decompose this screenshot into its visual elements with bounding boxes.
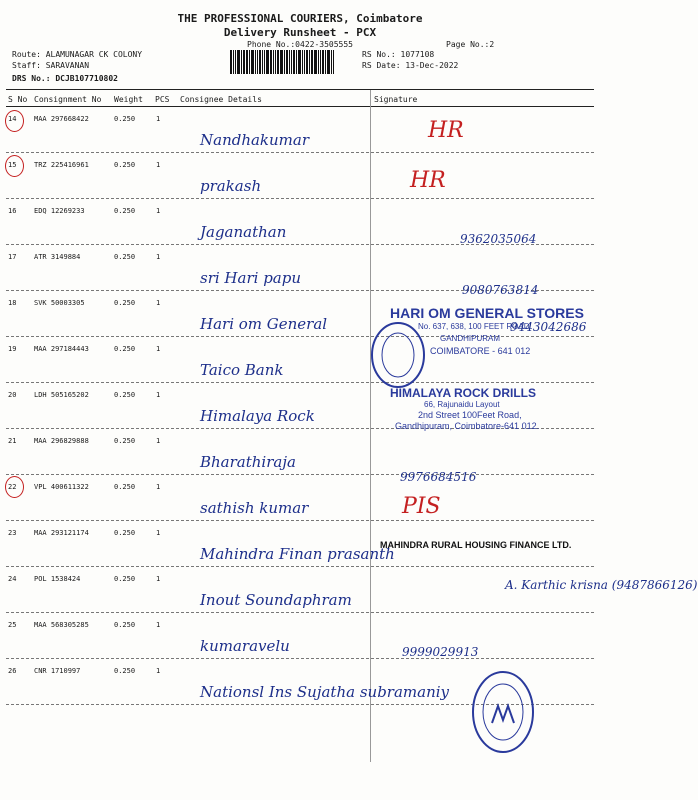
serial-number: 26 <box>8 667 17 675</box>
pieces: 1 <box>156 253 161 261</box>
consignment-number: MAA 297184443 <box>34 345 89 353</box>
serial-number: 16 <box>8 207 17 215</box>
barcode-bar <box>251 50 254 74</box>
hariom-stamp-title: HARI OM GENERAL STORES <box>390 305 584 321</box>
table-row <box>0 613 600 659</box>
himalaya-stamp-address: 2nd Street 100Feet Road, <box>418 410 522 420</box>
barcode-bar <box>249 50 250 74</box>
staff: Staff: SARAVANAN <box>12 61 90 70</box>
red-circle-mark <box>5 110 24 132</box>
col-details: Consignee Details <box>180 95 262 104</box>
consignment-number: MAA 568305285 <box>34 621 89 629</box>
pieces: 1 <box>156 207 161 215</box>
consignment-number: EDQ 12269233 <box>34 207 85 215</box>
weight: 0.250 <box>114 345 136 353</box>
bank-round-seal <box>368 318 428 392</box>
signature-handwritten: 9976684516 <box>400 470 477 484</box>
barcode-bar <box>284 50 285 74</box>
pieces: 1 <box>156 299 161 307</box>
weight: 0.250 <box>114 115 136 123</box>
barcode-bar <box>331 50 332 74</box>
barcode-bar <box>314 50 317 74</box>
weight: 0.250 <box>114 299 136 307</box>
barcode-bar <box>311 50 313 74</box>
barcode-bar <box>286 50 288 74</box>
consignee-name-handwritten: Himalaya Rock <box>200 407 315 425</box>
serial-number: 22 <box>8 483 17 491</box>
serial-number: 19 <box>8 345 17 353</box>
himalaya-stamp-address: 66, Rajunaidu Layout <box>424 400 500 409</box>
table-row <box>0 429 600 475</box>
barcode-bar <box>266 50 269 74</box>
weight: 0.250 <box>114 667 136 675</box>
consignment-number: MAA 296829888 <box>34 437 89 445</box>
col-pcs: PCS <box>155 95 170 104</box>
col-sno: S No <box>8 95 28 104</box>
consignee-name-handwritten: Inout Soundaphram <box>200 591 352 609</box>
weight: 0.250 <box>114 529 136 537</box>
barcode-bar <box>275 50 276 74</box>
serial-number: 23 <box>8 529 17 537</box>
barcode-bar <box>241 50 242 74</box>
barcode-bar <box>327 50 330 74</box>
consignee-name-handwritten: sri Hari papu <box>200 269 302 287</box>
barcode-bar <box>233 50 234 74</box>
weight: 0.250 <box>114 575 136 583</box>
consignment-number: LDH 505165202 <box>34 391 89 399</box>
phone-number: Phone No.:0422-3505555 <box>247 40 353 49</box>
barcode-bar <box>320 50 321 74</box>
consignee-name-handwritten: Bharathiraja <box>200 453 296 471</box>
pieces: 1 <box>156 161 161 169</box>
signature-handwritten: HR <box>428 118 464 143</box>
pieces: 1 <box>156 667 161 675</box>
consignment-number: VPL 400611322 <box>34 483 89 491</box>
weight: 0.250 <box>114 437 136 445</box>
consignment-number: ATR 3149884 <box>34 253 81 261</box>
consignee-name-handwritten: Taico Bank <box>200 361 284 379</box>
hariom-stamp-address: GANDHIPURAM <box>440 334 501 343</box>
pieces: 1 <box>156 529 161 537</box>
himalaya-stamp-address: Gandhipuram, Coimbatore-641 012. <box>395 421 540 431</box>
col-weight: Weight <box>114 95 143 104</box>
consignment-number: CNR 1710997 <box>34 667 81 675</box>
header-rule <box>6 89 594 90</box>
barcode-bar <box>333 50 334 74</box>
barcode-bar <box>235 50 236 74</box>
consignee-name-handwritten: Hari om General <box>200 315 328 333</box>
serial-number: 17 <box>8 253 17 261</box>
consignment-number: SVK 50003305 <box>34 299 85 307</box>
signature-handwritten: 9362035064 <box>460 232 537 246</box>
insurance-round-seal <box>470 668 536 756</box>
weight: 0.250 <box>114 161 136 169</box>
serial-number: 20 <box>8 391 17 399</box>
serial-number: 14 <box>8 115 17 123</box>
weight: 0.250 <box>114 253 136 261</box>
signature-handwritten: 9080763814 <box>462 283 539 297</box>
serial-number: 18 <box>8 299 17 307</box>
hariom-stamp-address: COIMBATORE - 641 012 <box>430 346 531 356</box>
barcode-bar <box>259 50 261 74</box>
hariom-stamp-address: No. 637, 638, 100 FEET ROAD <box>418 322 530 331</box>
barcode-bar <box>296 50 297 74</box>
barcode-bar <box>264 50 265 74</box>
weight: 0.250 <box>114 391 136 399</box>
page-number: Page No.:2 <box>446 40 495 49</box>
pieces: 1 <box>156 483 161 491</box>
route: Route: ALAMUNAGAR CK COLONY <box>12 50 143 59</box>
red-circle-mark <box>5 476 24 498</box>
barcode-bar <box>237 50 240 74</box>
serial-number: 25 <box>8 621 17 629</box>
table-row <box>0 153 600 199</box>
barcode-bar <box>302 50 303 74</box>
pieces: 1 <box>156 575 161 583</box>
barcode-bar <box>309 50 310 74</box>
barcode-bar <box>230 50 232 74</box>
table-row <box>0 107 600 153</box>
himalaya-stamp-title: HIMALAYA ROCK DRILLS <box>390 386 537 400</box>
barcode-bar <box>273 50 274 74</box>
barcode-bar <box>325 50 326 74</box>
drs-number: DRS No.: DCJB107710802 <box>12 74 118 83</box>
barcode-bar <box>257 50 258 74</box>
barcode-bar <box>246 50 248 74</box>
pieces: 1 <box>156 115 161 123</box>
signature-handwritten: A. Karthic krisna (9487866126) <box>505 578 698 592</box>
barcode <box>230 50 354 74</box>
consignee-name-handwritten: Nationsl Ins Sujatha subramaniy <box>200 683 450 701</box>
serial-number: 21 <box>8 437 17 445</box>
pieces: 1 <box>156 437 161 445</box>
consignee-name-handwritten: Mahindra Finan prasanth <box>200 545 395 563</box>
serial-number: 15 <box>8 161 17 169</box>
signature-handwritten: 9999029913 <box>402 645 479 659</box>
consignee-name-handwritten: Nandhakumar <box>200 131 310 149</box>
barcode-bar <box>304 50 305 74</box>
consignee-name-handwritten: prakash <box>200 177 262 195</box>
table-row <box>0 337 600 383</box>
consignee-name-handwritten: kumaravelu <box>200 637 290 655</box>
consignment-number: TRZ 225416961 <box>34 161 89 169</box>
col-signature: Signature <box>374 95 418 104</box>
serial-number: 24 <box>8 575 17 583</box>
barcode-bar <box>322 50 324 74</box>
barcode-bar <box>306 50 308 74</box>
barcode-bar <box>280 50 283 74</box>
red-circle-mark <box>5 155 24 177</box>
signature-handwritten: HR <box>410 168 446 193</box>
barcode-bar <box>291 50 292 74</box>
company-name: THE PROFESSIONAL COURIERS, Coimbatore <box>177 12 423 25</box>
weight: 0.250 <box>114 483 136 491</box>
col-consignment: Consignment No <box>34 95 102 104</box>
barcode-bar <box>262 50 263 74</box>
pieces: 1 <box>156 621 161 629</box>
consignment-number: MAA 297668422 <box>34 115 89 123</box>
barcode-bar <box>255 50 256 74</box>
rs-date: RS Date: 13-Dec-2022 <box>362 61 459 70</box>
barcode-bar <box>318 50 319 74</box>
mahindra-stamp: MAHINDRA RURAL HOUSING FINANCE LTD. <box>380 540 572 550</box>
barcode-bar <box>243 50 245 74</box>
rs-number: RS No.: 1077108 <box>362 50 435 59</box>
barcode-bar <box>270 50 272 74</box>
signature-handwritten: PIS <box>402 494 441 519</box>
consignee-name-handwritten: Jaganathan <box>200 223 287 241</box>
weight: 0.250 <box>114 621 136 629</box>
table-row <box>0 475 600 521</box>
barcode-bar <box>289 50 290 74</box>
weight: 0.250 <box>114 207 136 215</box>
barcode-bar <box>293 50 295 74</box>
runsheet-title: Delivery Runsheet - PCX <box>223 26 377 39</box>
consignee-name-handwritten: sathish kumar <box>200 499 309 517</box>
signature-handwritten: 9443042686 <box>510 320 587 334</box>
barcode-bar <box>277 50 279 74</box>
consignment-number: MAA 293121174 <box>34 529 89 537</box>
consignment-number: POL 1538424 <box>34 575 81 583</box>
pieces: 1 <box>156 391 161 399</box>
pieces: 1 <box>156 345 161 353</box>
barcode-bar <box>298 50 301 74</box>
